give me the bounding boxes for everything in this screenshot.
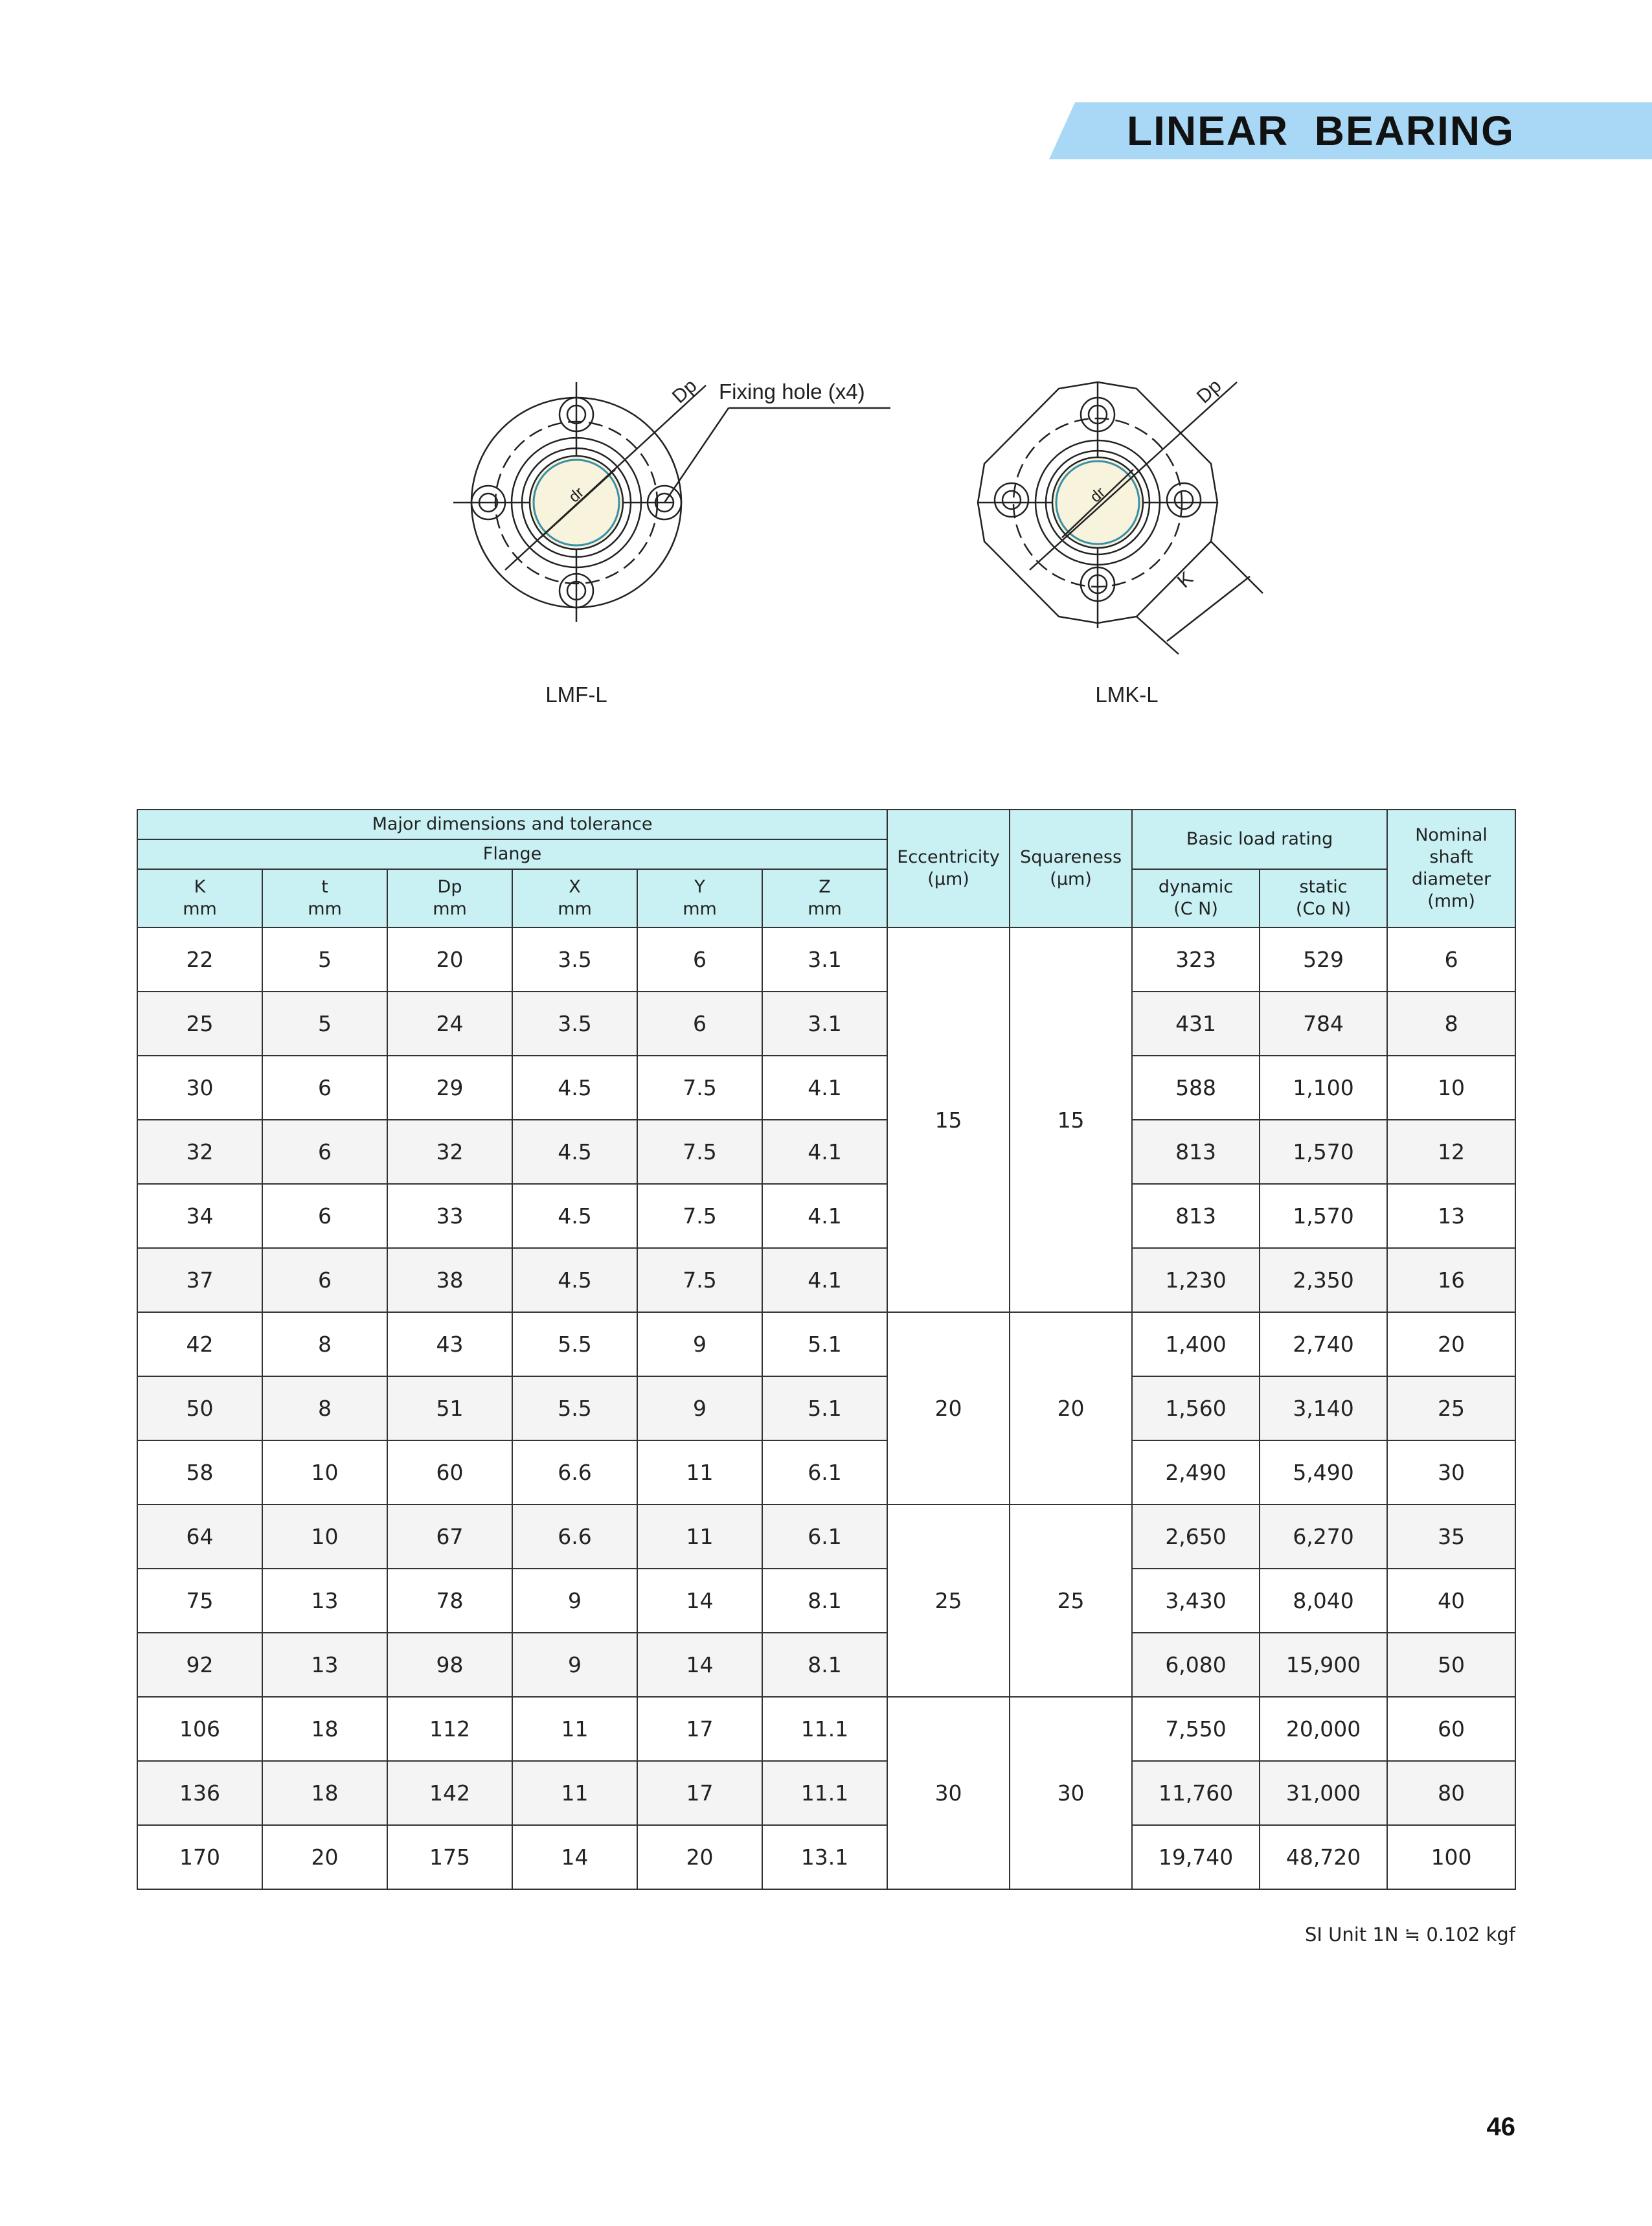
- cell-nominal: 30: [1387, 1440, 1515, 1505]
- cell-t: 13: [262, 1633, 387, 1697]
- cell-y: 7.5: [637, 1120, 762, 1184]
- cell-nominal: 80: [1387, 1761, 1515, 1825]
- cell-z: 4.1: [762, 1248, 887, 1312]
- cell-t: 13: [262, 1569, 387, 1633]
- lmk-dp-label: Dp: [1192, 375, 1226, 408]
- squareness-label: Squareness: [1020, 847, 1122, 867]
- cell-nominal: 35: [1387, 1505, 1515, 1569]
- table-row: [137, 1376, 1515, 1440]
- eccentricity-unit: (μm): [927, 869, 969, 889]
- table-row: [137, 1697, 1515, 1761]
- cell-y: 14: [637, 1569, 762, 1633]
- z-label: Z: [819, 877, 831, 897]
- cell-static: 6,270: [1260, 1505, 1387, 1569]
- cell-k: 64: [137, 1505, 262, 1569]
- cell-nominal: 40: [1387, 1569, 1515, 1633]
- cell-y: 11: [637, 1505, 762, 1569]
- cell-static: 2,740: [1260, 1312, 1387, 1376]
- lmf-dp-label: Dp: [668, 375, 701, 408]
- cell-k: 75: [137, 1569, 262, 1633]
- cell-static: 529: [1260, 927, 1387, 992]
- dynamic-unit: (C N): [1173, 899, 1218, 919]
- cell-nominal: 25: [1387, 1376, 1515, 1440]
- cell-z: 6.1: [762, 1505, 887, 1569]
- nominal-label-4: (mm): [1427, 891, 1475, 911]
- cell-dp: 98: [387, 1633, 512, 1697]
- lmk-l-caption: LMK-L: [1095, 683, 1159, 707]
- cell-dp: 78: [387, 1569, 512, 1633]
- cell-x: 9: [512, 1633, 637, 1697]
- table-row: [137, 1440, 1515, 1505]
- cell-dynamic: 2,650: [1132, 1505, 1260, 1569]
- cell-x: 4.5: [512, 1184, 637, 1248]
- cell-z: 11.1: [762, 1697, 887, 1761]
- cell-x: 6.6: [512, 1505, 637, 1569]
- cell-k: 25: [137, 992, 262, 1056]
- cell-static: 1,570: [1260, 1120, 1387, 1184]
- cell-x: 9: [512, 1569, 637, 1633]
- static-unit: (Co N): [1295, 899, 1352, 919]
- cell-t: 8: [262, 1312, 387, 1376]
- cell-dynamic: 1,230: [1132, 1248, 1260, 1312]
- cell-nominal: 10: [1387, 1056, 1515, 1120]
- cell-dp: 32: [387, 1120, 512, 1184]
- basic-load-header: Basic load rating: [1132, 810, 1387, 869]
- cell-t: 6: [262, 1184, 387, 1248]
- cell-z: 4.1: [762, 1056, 887, 1120]
- page-number: 46: [1486, 2113, 1515, 2141]
- lmf-l-caption: LMF-L: [545, 683, 607, 707]
- cell-squareness: 20: [1010, 1312, 1132, 1505]
- t-header: [262, 869, 387, 927]
- table-row: [137, 1248, 1515, 1312]
- dynamic-label: dynamic: [1158, 877, 1234, 897]
- cell-t: 10: [262, 1440, 387, 1505]
- cell-x: 5.5: [512, 1376, 637, 1440]
- x-label: X: [569, 877, 581, 897]
- dp-unit: mm: [433, 899, 467, 919]
- x-header: [512, 869, 637, 927]
- cell-z: 4.1: [762, 1184, 887, 1248]
- cell-t: 8: [262, 1376, 387, 1440]
- cell-z: 11.1: [762, 1761, 887, 1825]
- dp-label: Dp: [437, 877, 462, 897]
- cell-nominal: 16: [1387, 1248, 1515, 1312]
- cell-t: 18: [262, 1761, 387, 1825]
- cell-y: 7.5: [637, 1184, 762, 1248]
- cell-dp: 24: [387, 992, 512, 1056]
- cell-nominal: 20: [1387, 1312, 1515, 1376]
- cell-dynamic: 813: [1132, 1184, 1260, 1248]
- table-row: [137, 1184, 1515, 1248]
- cell-k: 92: [137, 1633, 262, 1697]
- cell-x: 3.5: [512, 927, 637, 992]
- si-unit-note: SI Unit 1N ≒ 0.102 kgf: [1305, 1924, 1515, 1946]
- cell-squareness: 30: [1010, 1697, 1132, 1889]
- cell-k: 37: [137, 1248, 262, 1312]
- x-unit: mm: [558, 899, 592, 919]
- t-label: t: [321, 877, 328, 897]
- cell-k: 34: [137, 1184, 262, 1248]
- cell-y: 17: [637, 1761, 762, 1825]
- table-row: [137, 1312, 1515, 1376]
- cell-dynamic: 11,760: [1132, 1761, 1260, 1825]
- cell-z: 5.1: [762, 1312, 887, 1376]
- flange-header: Flange: [137, 839, 887, 869]
- cell-t: 18: [262, 1697, 387, 1761]
- cell-static: 3,140: [1260, 1376, 1387, 1440]
- table-body: [137, 927, 1515, 1889]
- table-row: [137, 927, 1515, 992]
- z-header: [762, 869, 887, 927]
- cell-nominal: 13: [1387, 1184, 1515, 1248]
- cell-x: 6.6: [512, 1440, 637, 1505]
- cell-dp: 29: [387, 1056, 512, 1120]
- cell-eccentricity: 20: [887, 1312, 1010, 1505]
- cell-t: 20: [262, 1825, 387, 1889]
- squareness-header: [1010, 810, 1132, 927]
- cell-dynamic: 7,550: [1132, 1697, 1260, 1761]
- cell-y: 17: [637, 1697, 762, 1761]
- table-row: [137, 1505, 1515, 1569]
- table-row: [137, 1761, 1515, 1825]
- cell-k: 58: [137, 1440, 262, 1505]
- t-unit: mm: [308, 899, 342, 919]
- cell-nominal: 100: [1387, 1825, 1515, 1889]
- cell-eccentricity: 25: [887, 1505, 1010, 1697]
- cell-static: 20,000: [1260, 1697, 1387, 1761]
- cell-dynamic: 588: [1132, 1056, 1260, 1120]
- major-dimensions-header: Major dimensions and tolerance: [137, 810, 887, 839]
- cell-y: 9: [637, 1312, 762, 1376]
- cell-static: 1,570: [1260, 1184, 1387, 1248]
- cell-static: 15,900: [1260, 1633, 1387, 1697]
- cell-x: 3.5: [512, 992, 637, 1056]
- cell-dynamic: 323: [1132, 927, 1260, 992]
- cell-t: 6: [262, 1120, 387, 1184]
- cell-t: 10: [262, 1505, 387, 1569]
- k-unit: mm: [183, 899, 217, 919]
- cell-y: 7.5: [637, 1056, 762, 1120]
- cell-k: 30: [137, 1056, 262, 1120]
- y-unit: mm: [683, 899, 717, 919]
- cell-dynamic: 813: [1132, 1120, 1260, 1184]
- cell-y: 20: [637, 1825, 762, 1889]
- cell-dynamic: 6,080: [1132, 1633, 1260, 1697]
- cell-z: 4.1: [762, 1120, 887, 1184]
- cell-nominal: 12: [1387, 1120, 1515, 1184]
- cell-z: 6.1: [762, 1440, 887, 1505]
- cell-nominal: 50: [1387, 1633, 1515, 1697]
- k-label: K: [194, 877, 206, 897]
- cell-z: 8.1: [762, 1569, 887, 1633]
- table-row: [137, 1569, 1515, 1633]
- lmf-l-svg: [427, 350, 933, 635]
- nominal-header: [1387, 810, 1515, 927]
- nominal-label-3: diameter: [1411, 869, 1491, 889]
- cell-t: 5: [262, 992, 387, 1056]
- eccentricity-header: [887, 810, 1010, 927]
- cell-k: 170: [137, 1825, 262, 1889]
- cell-dynamic: 2,490: [1132, 1440, 1260, 1505]
- y-label: Y: [694, 877, 705, 897]
- table-row: [137, 1056, 1515, 1120]
- nominal-label-1: Nominal: [1415, 825, 1488, 845]
- cell-static: 1,100: [1260, 1056, 1387, 1120]
- cell-eccentricity: 15: [887, 927, 1010, 1312]
- table-row: [137, 1120, 1515, 1184]
- cell-dynamic: 431: [1132, 992, 1260, 1056]
- cell-k: 22: [137, 927, 262, 992]
- squareness-unit: (μm): [1050, 869, 1092, 889]
- dp-header: [387, 869, 512, 927]
- lmk-l-svg: [965, 363, 1289, 667]
- eccentricity-label: Eccentricity: [897, 847, 1000, 867]
- cell-k: 106: [137, 1697, 262, 1761]
- cell-dynamic: 19,740: [1132, 1825, 1260, 1889]
- cell-nominal: 60: [1387, 1697, 1515, 1761]
- cell-z: 8.1: [762, 1633, 887, 1697]
- cell-z: 5.1: [762, 1376, 887, 1440]
- cell-eccentricity: 30: [887, 1697, 1010, 1889]
- cell-z: 13.1: [762, 1825, 887, 1889]
- cell-k: 32: [137, 1120, 262, 1184]
- cell-dp: 112: [387, 1697, 512, 1761]
- cell-y: 14: [637, 1633, 762, 1697]
- cell-static: 784: [1260, 992, 1387, 1056]
- table-row: [137, 992, 1515, 1056]
- cell-dynamic: 1,560: [1132, 1376, 1260, 1440]
- static-header: [1260, 869, 1387, 927]
- cell-dp: 20: [387, 927, 512, 992]
- cell-x: 14: [512, 1825, 637, 1889]
- cell-dynamic: 3,430: [1132, 1569, 1260, 1633]
- cell-y: 6: [637, 992, 762, 1056]
- cell-k: 42: [137, 1312, 262, 1376]
- cell-k: 136: [137, 1761, 262, 1825]
- cell-dp: 175: [387, 1825, 512, 1889]
- cell-dp: 33: [387, 1184, 512, 1248]
- lmk-dr-label: dr: [1087, 484, 1109, 506]
- table-header: [137, 810, 1515, 927]
- y-header: [637, 869, 762, 927]
- cell-y: 11: [637, 1440, 762, 1505]
- cell-dp: 51: [387, 1376, 512, 1440]
- cell-dp: 142: [387, 1761, 512, 1825]
- cell-dp: 67: [387, 1505, 512, 1569]
- cell-squareness: 25: [1010, 1505, 1132, 1697]
- table-row: [137, 1825, 1515, 1889]
- cell-x: 4.5: [512, 1056, 637, 1120]
- cell-squareness: 15: [1010, 927, 1132, 1312]
- cell-x: 4.5: [512, 1248, 637, 1312]
- cell-t: 6: [262, 1056, 387, 1120]
- lmk-l-drawing: [965, 363, 1289, 667]
- page-title: LINEAR BEARING: [1127, 108, 1515, 154]
- cell-x: 4.5: [512, 1120, 637, 1184]
- nominal-label-2: shaft: [1429, 847, 1473, 867]
- fixing-hole-callout: Fixing hole (x4): [719, 380, 865, 403]
- cell-k: 50: [137, 1376, 262, 1440]
- cell-static: 8,040: [1260, 1569, 1387, 1633]
- table-row: [137, 1633, 1515, 1697]
- cell-z: 3.1: [762, 992, 887, 1056]
- cell-static: 31,000: [1260, 1761, 1387, 1825]
- lmf-l-drawing: [427, 350, 933, 635]
- cell-static: 48,720: [1260, 1825, 1387, 1889]
- z-unit: mm: [808, 899, 842, 919]
- cell-dynamic: 1,400: [1132, 1312, 1260, 1376]
- cell-y: 7.5: [637, 1248, 762, 1312]
- cell-dp: 60: [387, 1440, 512, 1505]
- cell-x: 11: [512, 1761, 637, 1825]
- lmk-k-label: K: [1173, 567, 1197, 593]
- lmf-dr-label: dr: [565, 484, 588, 506]
- cell-y: 9: [637, 1376, 762, 1440]
- cell-x: 5.5: [512, 1312, 637, 1376]
- cell-x: 11: [512, 1697, 637, 1761]
- cell-dp: 43: [387, 1312, 512, 1376]
- cell-nominal: 8: [1387, 992, 1515, 1056]
- cell-nominal: 6: [1387, 927, 1515, 992]
- cell-y: 6: [637, 927, 762, 992]
- cell-dp: 38: [387, 1248, 512, 1312]
- dynamic-header: [1132, 869, 1260, 927]
- spec-table: [137, 809, 1516, 1890]
- cell-static: 5,490: [1260, 1440, 1387, 1505]
- cell-z: 3.1: [762, 927, 887, 992]
- static-label: static: [1299, 877, 1348, 897]
- cell-t: 5: [262, 927, 387, 992]
- k-header: [137, 869, 262, 927]
- cell-static: 2,350: [1260, 1248, 1387, 1312]
- header-banner: [1049, 102, 1652, 159]
- cell-t: 6: [262, 1248, 387, 1312]
